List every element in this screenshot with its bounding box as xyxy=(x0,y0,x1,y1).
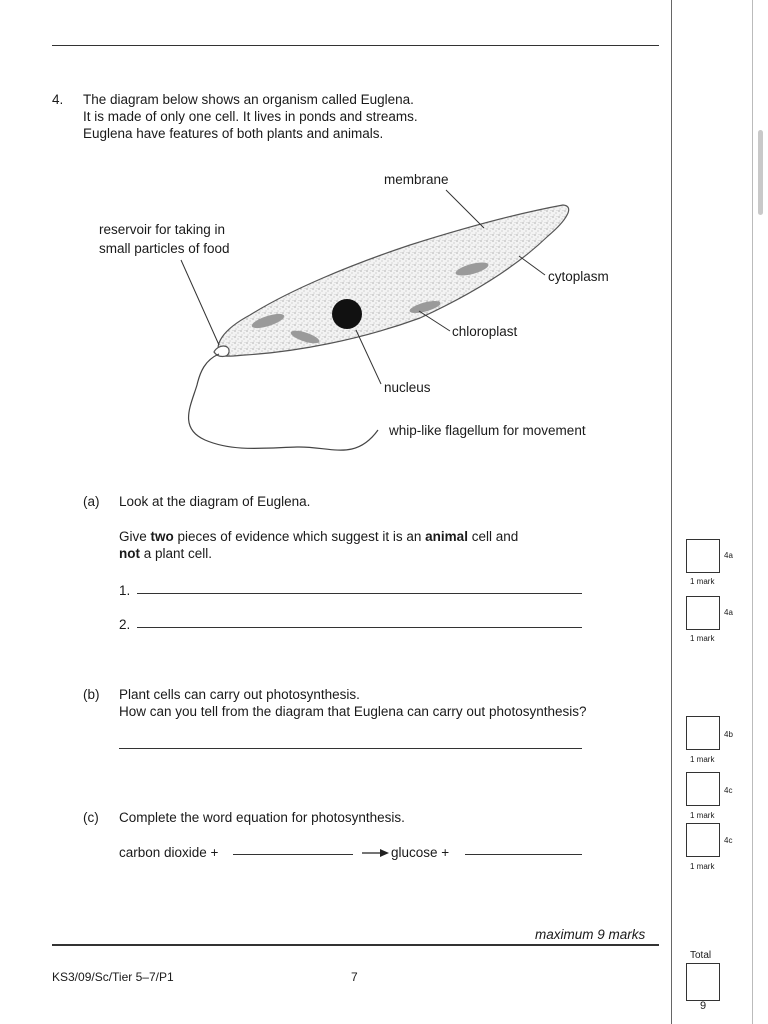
flagellum-shape xyxy=(189,354,378,450)
label-membrane: membrane xyxy=(384,172,449,187)
membrane-leader xyxy=(446,190,484,228)
intro-line-2: It is made of only one cell. It lives in ponds and streams. xyxy=(83,109,418,124)
mark-box-4c-1[interactable] xyxy=(686,772,720,806)
cytoplasm-leader xyxy=(519,256,545,275)
part-b-label: (b) xyxy=(83,687,100,702)
intro-line-1: The diagram below shows an organism called Euglena. xyxy=(83,92,414,107)
equation-glucose: glucose + xyxy=(391,845,450,860)
mark-value: 1 mark xyxy=(690,811,715,820)
total-label: Total xyxy=(690,950,712,961)
mark-code: 4a xyxy=(724,551,733,560)
label-nucleus: nucleus xyxy=(384,380,431,395)
mark-code: 4b xyxy=(724,730,733,739)
part-a-question-line-2: not a plant cell. xyxy=(119,546,213,561)
chloroplast-leader xyxy=(419,311,450,331)
answer-line-a2[interactable] xyxy=(137,627,582,628)
mark-value: 1 mark xyxy=(690,755,715,764)
maximum-marks: maximum 9 marks xyxy=(535,927,646,942)
answer-2-number: 2. xyxy=(119,617,131,632)
label-chloroplast: chloroplast xyxy=(452,324,518,339)
mark-code: 4a xyxy=(724,608,733,617)
mark-box-4a-1[interactable] xyxy=(686,539,720,573)
answer-line-c2[interactable] xyxy=(465,854,582,855)
paper-code: KS3/09/Sc/Tier 5–7/P1 xyxy=(52,970,174,984)
mark-box-4b[interactable] xyxy=(686,716,720,750)
mark-code: 4c xyxy=(724,786,733,795)
nucleus-shape xyxy=(332,299,362,329)
label-reservoir-2: small particles of food xyxy=(99,241,230,256)
question-number: 4. xyxy=(52,92,64,107)
mark-value: 1 mark xyxy=(690,577,715,586)
equation-carbon-dioxide: carbon dioxide + xyxy=(119,845,219,860)
part-a-instruction: Look at the diagram of Euglena. xyxy=(119,494,311,509)
part-a-label: (a) xyxy=(83,494,100,509)
label-cytoplasm: cytoplasm xyxy=(548,269,609,284)
reservoir-leader xyxy=(181,260,219,345)
answer-line-a1[interactable] xyxy=(137,593,582,594)
label-reservoir-1: reservoir for taking in xyxy=(99,222,226,237)
mark-value: 1 mark xyxy=(690,634,715,643)
part-b-line-2: How can you tell from the diagram that Euglena can carry out photosynthesis? xyxy=(119,704,587,719)
part-c-label: (c) xyxy=(83,810,99,825)
part-c-instruction: Complete the word equation for photosynthesis. xyxy=(119,810,405,825)
mark-box-4c-2[interactable] xyxy=(686,823,720,857)
mark-box-4a-2[interactable] xyxy=(686,596,720,630)
mark-code: 4c xyxy=(724,836,733,845)
page-number: 7 xyxy=(351,970,358,984)
answer-1-number: 1. xyxy=(119,583,131,598)
part-b-line-1: Plant cells can carry out photosynthesis. xyxy=(119,687,360,702)
mark-value: 1 mark xyxy=(690,862,715,871)
total-value: 9 xyxy=(700,1000,707,1012)
label-flagellum: whip-like flagellum for movement xyxy=(389,423,586,438)
arrow-icon xyxy=(362,848,390,858)
answer-line-c1[interactable] xyxy=(233,854,353,855)
intro-line-3: Euglena have features of both plants and animals. xyxy=(83,126,384,141)
nucleus-leader xyxy=(356,330,381,384)
total-box[interactable] xyxy=(686,963,720,1001)
footer-rule xyxy=(52,944,659,946)
part-a-question-line-1: Give two pieces of evidence which suggest it is an animal cell and xyxy=(119,529,519,544)
answer-line-b[interactable] xyxy=(119,748,582,749)
